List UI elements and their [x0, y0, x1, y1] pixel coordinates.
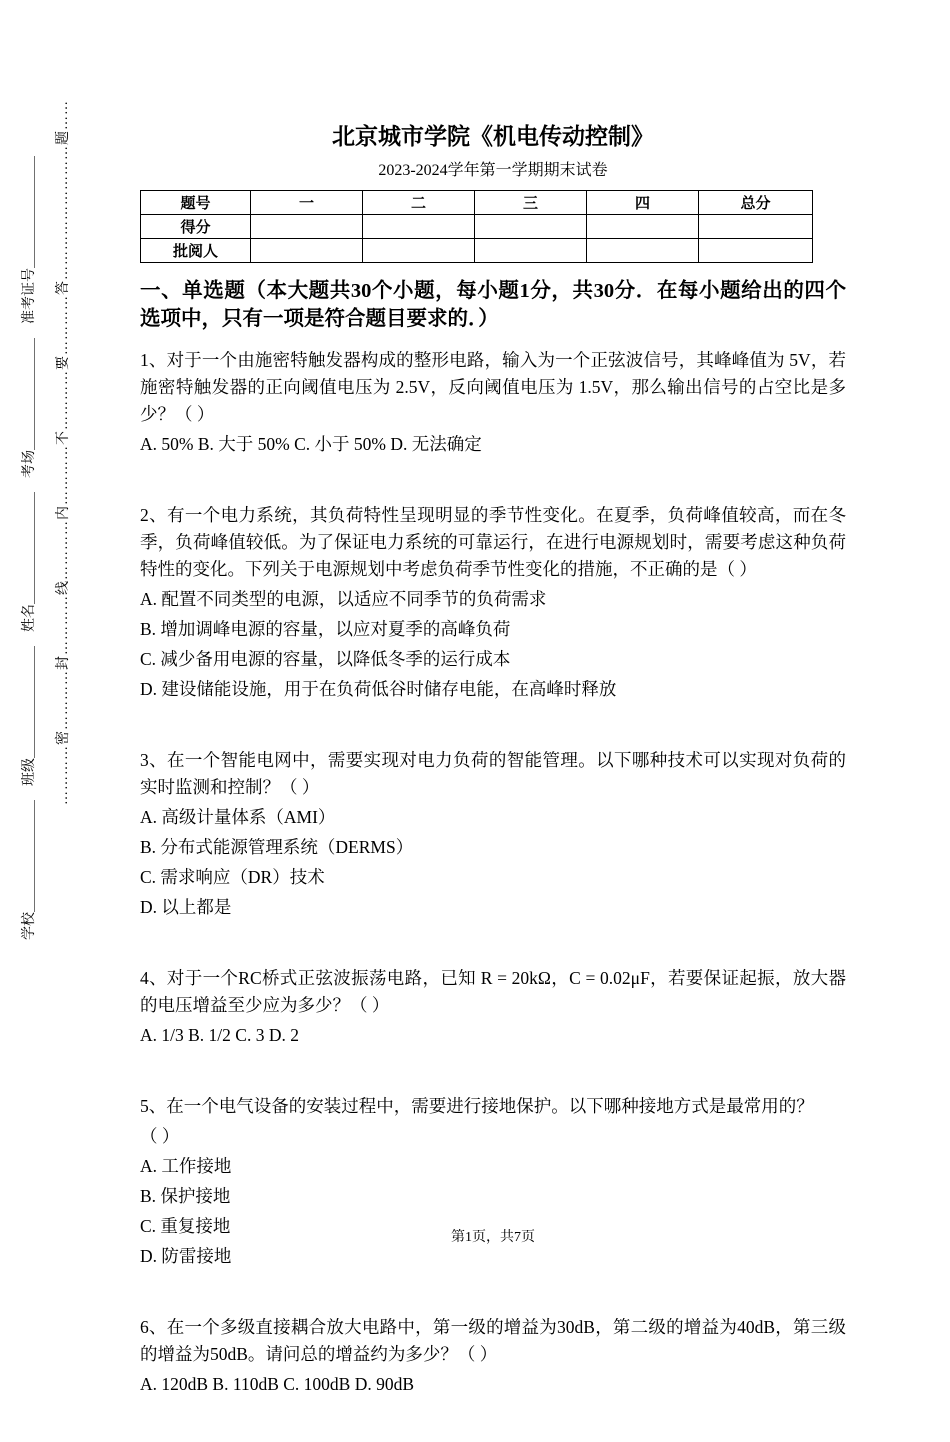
section-heading: 一、单选题（本大题共30个小题，每小题1分，共30分．在每小题给出的四个选项中，只有一项是符合题目要求的．） — [140, 279, 846, 331]
score-row — [141, 214, 813, 238]
score-header-cell: 三 — [475, 190, 587, 214]
question-option-d: D. 以上都是 — [140, 897, 232, 918]
question-option-d: D. 建设储能设施，用于在负荷低谷时储存电能，在高峰时释放 — [140, 679, 617, 700]
question-answer-blank: （ ） — [140, 1126, 180, 1147]
reviewer-row — [141, 238, 813, 262]
score-blank-cell — [251, 214, 363, 238]
question-options-line: A. 120dB B. 110dB C. 100dB D. 90dB — [140, 1374, 415, 1395]
question-options-line: A. 50% B. 大于 50% C. 小于 50% D. 无法确定 — [140, 434, 482, 455]
score-header-cell: 四 — [587, 190, 699, 214]
question-option-d: D. 防雷接地 — [140, 1246, 232, 1267]
question-body: 3、在一个智能电网中，需要实现对电力负荷的智能管理。以下哪种技术可以实现对负荷的实时监测和控制？（ ） — [140, 750, 846, 798]
seal-margin — [0, 0, 100, 1344]
reviewer-blank-cell — [699, 238, 813, 262]
score-blank-cell — [475, 214, 587, 238]
score-blank-cell — [363, 214, 475, 238]
score-header-cell: 总分 — [699, 190, 813, 214]
score-table — [140, 190, 813, 263]
seal-line: …………密…………封…………线…………内…………不…………要…………答………………………题…… — [56, 100, 71, 805]
question-options-line: A. 1/3 B. 1/2 C. 3 D. 2 — [140, 1025, 299, 1046]
page-subtitle: 2023-2024学年第一学期期末试卷 — [378, 161, 608, 179]
question-2 — [140, 502, 846, 703]
score-table-header-row — [141, 190, 813, 214]
question-1 — [140, 347, 846, 458]
score-header-cell: 一 — [251, 190, 363, 214]
reviewer-row-label: 批阅人 — [141, 238, 251, 262]
question-body: 4、对于一个RC桥式正弦波振荡电路，已知 R = 20kΩ，C = 0.02μF，若要保证起振，放大器的电压增益至少应为多少？（ ） — [140, 968, 846, 1016]
score-header-cell: 题号 — [141, 190, 251, 214]
question-option-c: C. 重复接地 — [140, 1216, 231, 1237]
question-body: 6、在一个多级直接耦合放大电路中，第一级的增益为30dB，第二级的增益为40dB，第三级的增益为50dB。请问总的增益约为多少？（ ） — [140, 1317, 846, 1365]
page-footer: 第1页，共7页 — [451, 1230, 535, 1245]
score-blank-cell — [587, 214, 699, 238]
question-option-a: A. 高级计量体系（AMI） — [140, 807, 336, 828]
question-4 — [140, 965, 846, 1049]
reviewer-blank-cell — [587, 238, 699, 262]
score-header-cell: 二 — [363, 190, 475, 214]
reviewer-blank-cell — [251, 238, 363, 262]
reviewer-blank-cell — [475, 238, 587, 262]
reviewer-blank-cell — [363, 238, 475, 262]
score-row-label: 得分 — [141, 214, 251, 238]
question-option-c: C. 减少备用电源的容量，以降低冬季的运行成本 — [140, 649, 511, 670]
question-body: 1、对于一个由施密特触发器构成的整形电路，输入为一个正弦波信号，其峰峰值为 5V，若施密特触发器的正向阈值电压为 2.5V，反向阈值电压为 1.5V，那么输出信号的占空比是多少？（ ） — [140, 350, 846, 425]
question-option-a: A. 配置不同类型的电源，以适应不同季节的负荷需求 — [140, 589, 547, 610]
question-option-b: B. 增加调峰电源的容量，以应对夏季的高峰负荷 — [140, 619, 511, 640]
page-title: 北京城市学院《机电传动控制》 — [332, 123, 654, 149]
question-option-b: B. 保护接地 — [140, 1186, 231, 1207]
student-info-fields: 学校＿＿＿＿＿＿＿＿ 班级＿＿＿＿＿＿＿＿ 姓名＿＿＿＿＿＿＿＿ 考场＿＿＿＿＿＿＿＿ 准考证号＿＿＿＿＿＿＿＿ — [22, 156, 37, 940]
question-option-b: B. 分布式能源管理系统（DERMS） — [140, 837, 414, 858]
score-blank-cell — [699, 214, 813, 238]
question-3 — [140, 747, 846, 921]
question-body: 2、有一个电力系统，其负荷特性呈现明显的季节性变化。在夏季，负荷峰值较高，而在冬季，负荷峰值较低。为了保证电力系统的可靠运行，在进行电源规划时，需要考虑这种负荷特性的变化。下列关于电源规划中考虑负荷季节性变化的措施，不正确的是（ ） — [140, 505, 846, 580]
question-body: 5、在一个电气设备的安装过程中，需要进行接地保护。以下哪种接地方式是最常用的？ — [140, 1096, 814, 1117]
question-option-a: A. 工作接地 — [140, 1156, 232, 1177]
question-6 — [140, 1314, 846, 1398]
question-option-c: C. 需求响应（DR）技术 — [140, 867, 325, 888]
